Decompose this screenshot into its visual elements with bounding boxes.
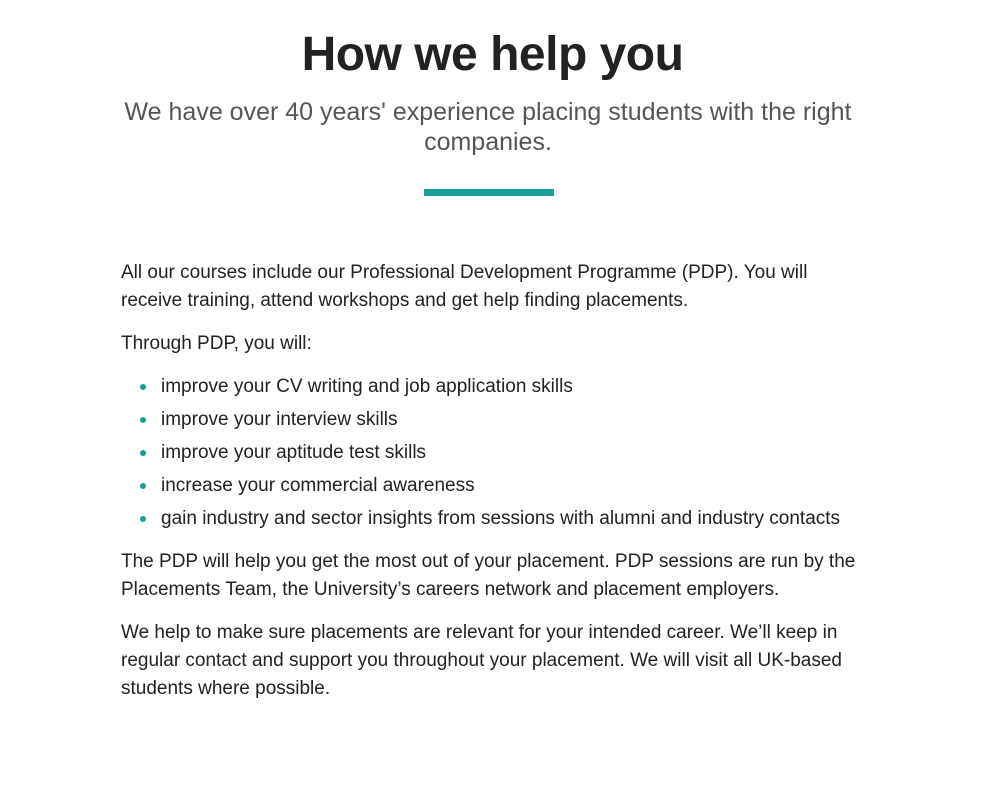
- support-paragraph: We help to make sure placements are relevant for your intended career. We’ll keep in regular contact and support you throughout your placement. We will visit all UK-based students where possible.: [121, 622, 842, 699]
- list-item-text: improve your aptitude test skills: [161, 442, 427, 463]
- accent-divider: [424, 189, 554, 196]
- intro-paragraph: All our courses include our Professional Development Programme (PDP). You will receive training, attend workshops and get help finding placements.: [121, 262, 808, 311]
- list-item-text: improve your CV writing and job application skills: [161, 376, 573, 397]
- lead-in-paragraph: Through PDP, you will:: [121, 333, 312, 354]
- list-item: [121, 373, 866, 401]
- page-subtitle: We have over 40 years' experience placing students with the right companies.: [124, 98, 852, 156]
- bullet-icon: [140, 450, 146, 456]
- benefits-list: [121, 373, 866, 533]
- main-content: [121, 259, 866, 718]
- list-item: [121, 472, 866, 500]
- page-title: How we help you: [301, 28, 684, 81]
- bullet-icon: [140, 384, 146, 390]
- bullet-icon: [140, 516, 146, 522]
- bullet-icon: [140, 483, 146, 489]
- list-item: [121, 505, 866, 533]
- list-item: [121, 439, 866, 467]
- list-item-text: improve your interview skills: [161, 409, 398, 430]
- list-item: [121, 406, 866, 434]
- sessions-paragraph: The PDP will help you get the most out of your placement. PDP sessions are run by the Placements Team, the University’s careers network and placement employers.: [121, 551, 856, 600]
- list-item-text: increase your commercial awareness: [161, 475, 475, 496]
- list-item-text: gain industry and sector insights from sessions with alumni and industry contacts: [161, 508, 841, 529]
- bullet-icon: [140, 417, 146, 423]
